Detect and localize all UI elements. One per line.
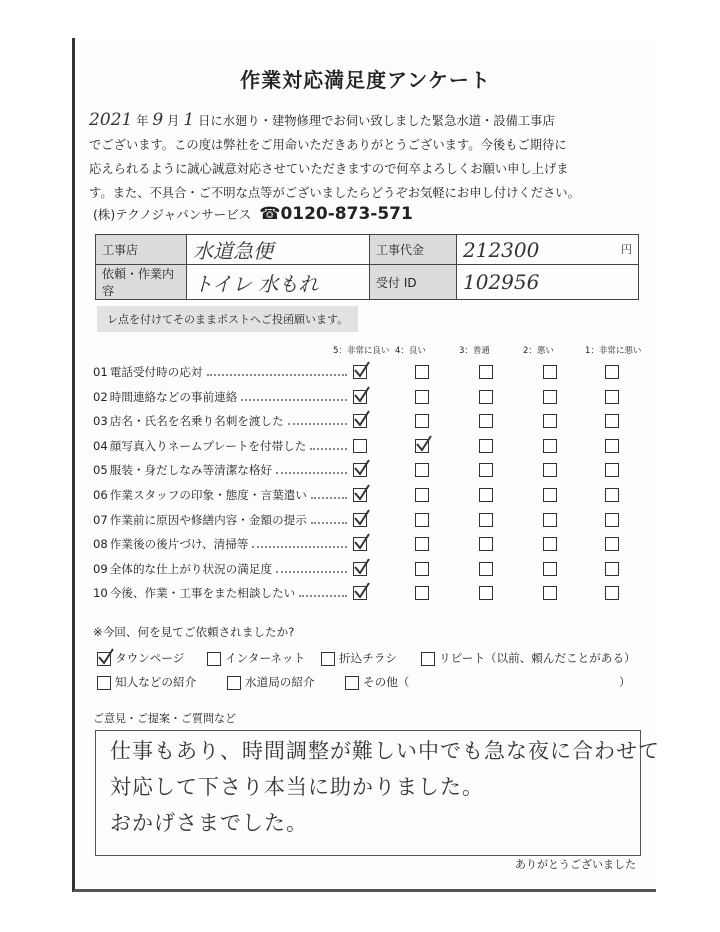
rating-checkbox[interactable] (415, 463, 429, 477)
rating-checkbox[interactable] (479, 586, 493, 600)
question-label (93, 512, 307, 528)
rating-checkbox[interactable] (605, 463, 619, 477)
rating-checkbox[interactable] (353, 463, 367, 477)
rating-checkbox[interactable] (605, 537, 619, 551)
question-text: 今後、作業・工事をまた相談したい (109, 586, 296, 601)
question-number: 02 (93, 389, 108, 404)
rating-checkbox[interactable] (353, 537, 367, 551)
rating-checkbox[interactable] (353, 513, 367, 527)
intro-line-3: 応えられるように誠心誠意対応させていただきますので何卒よろしくお願い申し上げま (89, 162, 569, 176)
rating-checkbox[interactable] (415, 390, 429, 404)
question-text: 作業後の後片づけ、清掃等 (109, 537, 249, 552)
leader-dots (276, 571, 347, 573)
fee-cell (457, 235, 639, 265)
rating-checkbox[interactable] (415, 414, 429, 428)
work-value: トイレ 水もれ (187, 265, 370, 300)
question-label (93, 487, 307, 503)
referral-option[interactable] (207, 650, 305, 666)
rating-checkbox[interactable] (605, 488, 619, 502)
intro-line-2: でございます。この度は弊社をご用命いただきありがとうございます。今後もご期待に (89, 138, 567, 152)
rating-checkbox[interactable] (479, 365, 493, 379)
question-text: 全体的な仕上がり状況の満足度 (109, 561, 273, 576)
question-number: 04 (93, 438, 108, 453)
comments-box (95, 730, 660, 856)
question-label (93, 413, 284, 429)
leader-dots (252, 546, 347, 548)
rating-checkbox[interactable] (605, 562, 619, 576)
rating-checkbox[interactable] (605, 513, 619, 527)
rating-checkbox[interactable] (479, 488, 493, 502)
referral-checkbox[interactable] (97, 676, 111, 690)
referral-checkbox[interactable] (207, 652, 221, 666)
rating-checkbox[interactable] (479, 537, 493, 551)
question-number: 07 (93, 512, 108, 527)
referral-option-label: タウンページ (115, 651, 185, 665)
work-label: 依頼・作業内容 (96, 265, 187, 300)
rating-checkbox[interactable] (479, 562, 493, 576)
question-number: 03 (93, 414, 108, 429)
fee-unit: 円 (621, 243, 632, 256)
instruction-banner: レ点を付けてそのままポストへご投函願います。 (97, 306, 358, 332)
year-suffix: 年 (136, 114, 149, 128)
company-phone (259, 204, 413, 224)
rating-checkbox[interactable] (415, 586, 429, 600)
question-number: 08 (93, 537, 108, 552)
job-info-table (95, 234, 639, 300)
referral-option-label: その他（ (363, 675, 410, 689)
question-text: 電話受付時の応対 (109, 365, 203, 379)
referral-checkbox[interactable] (321, 652, 335, 666)
rating-header: 3：普通 (459, 346, 490, 356)
rating-checkbox[interactable] (605, 439, 619, 453)
rating-checkbox[interactable] (543, 513, 557, 527)
question-label (93, 561, 272, 577)
store-value: 水道急便 (187, 235, 370, 265)
rating-checkbox[interactable] (543, 463, 557, 477)
rating-checkbox[interactable] (479, 513, 493, 527)
rating-checkbox[interactable] (543, 414, 557, 428)
question-label (93, 438, 306, 454)
comment-line-2: 対応して下さり本当に助かりました。 (110, 775, 484, 799)
handwritten-day: 1 (183, 110, 195, 130)
leader-dots (288, 423, 347, 425)
rating-header: 4：良い (395, 346, 426, 356)
question-text: 店名・氏名を名乗り名刺を渡した (109, 414, 284, 429)
rating-checkbox[interactable] (543, 586, 557, 600)
question-number: 06 (93, 488, 108, 502)
question-label (93, 389, 237, 405)
rating-checkbox[interactable] (415, 439, 429, 453)
referral-option[interactable] (97, 650, 184, 666)
handwritten-month: 9 (152, 110, 164, 130)
question-label (93, 585, 295, 601)
rating-checkbox[interactable] (605, 390, 619, 404)
question-label (93, 462, 272, 478)
rating-checkbox[interactable] (479, 390, 493, 404)
rating-checkbox[interactable] (543, 488, 557, 502)
question-text: 顔写真入りネームプレートを付帯した (109, 438, 307, 453)
rating-checkbox[interactable] (479, 463, 493, 477)
other-close-paren: ） (619, 675, 631, 689)
id-label: 受付 ID (370, 265, 457, 300)
referral-question: ※今回、何を見てご依頼されましたか? (93, 625, 295, 639)
question-number: 09 (93, 561, 108, 576)
rating-checkbox[interactable] (353, 562, 367, 576)
question-text: 服装・身だしなみ等清潔な格好 (109, 463, 273, 478)
rating-checkbox[interactable] (543, 390, 557, 404)
rating-checkbox[interactable] (415, 562, 429, 576)
leader-dots (299, 595, 347, 597)
rating-checkbox[interactable] (605, 365, 619, 379)
fee-value: 212300 (463, 237, 540, 262)
referral-option[interactable] (97, 674, 196, 690)
referral-option-label: リピート（以前、頼んだことがある） (439, 651, 636, 665)
rating-checkbox[interactable] (415, 488, 429, 502)
rating-checkbox[interactable] (415, 537, 429, 551)
question-text: 作業前に原因や修繕内容・金額の提示 (109, 512, 307, 527)
intro-line-1: 日に水廻り・建物修理でお伺い致しました緊急水道・設備工事店 (198, 114, 555, 128)
company-name: (株)テクノジャパンサービス (93, 207, 252, 222)
rating-checkbox[interactable] (353, 365, 367, 379)
question-number: 05 (93, 463, 108, 478)
rating-checkbox[interactable] (543, 439, 557, 453)
leader-dots (276, 472, 347, 474)
referral-option[interactable] (227, 674, 315, 690)
handwritten-year: 2021 (89, 110, 133, 130)
comment-line-1: 仕事もあり、時間調整が難しい中でも急な夜に合わせて (110, 739, 660, 763)
id-value: 102956 (457, 265, 639, 300)
referral-checkbox[interactable] (227, 676, 241, 690)
rating-checkbox[interactable] (353, 390, 367, 404)
referral-checkbox[interactable] (97, 652, 111, 666)
phone-icon: ☎ (259, 204, 281, 224)
rating-checkbox[interactable] (479, 439, 493, 453)
thanks-text: ありがとうございました (515, 858, 636, 871)
leader-dots (207, 374, 347, 376)
rating-checkbox[interactable] (605, 586, 619, 600)
referral-checkbox[interactable] (421, 652, 435, 666)
store-label: 工事店 (96, 235, 187, 265)
question-text: 時間連絡などの事前連絡 (109, 389, 238, 404)
survey-title: 作業対応満足度アンケート (240, 68, 491, 92)
rating-checkbox[interactable] (543, 562, 557, 576)
comments-label: ご意見・ご提案・ご質問など (93, 712, 236, 725)
rating-checkbox[interactable] (605, 414, 619, 428)
leader-dots (311, 522, 347, 524)
referral-checkbox[interactable] (345, 676, 359, 690)
month-suffix: 月 (167, 114, 180, 128)
question-label (93, 536, 248, 552)
rating-header: 5：非常に良い (333, 346, 390, 356)
rating-checkbox[interactable] (415, 513, 429, 527)
rating-checkbox[interactable] (543, 537, 557, 551)
referral-option-label: 水道局の紹介 (245, 675, 315, 689)
leader-dots (241, 399, 347, 401)
phone-number: 0120-873-571 (280, 204, 413, 224)
referral-option-label: 知人などの紹介 (115, 675, 197, 689)
rating-checkbox[interactable] (353, 586, 367, 600)
company-line (93, 204, 413, 224)
rating-header: 2：悪い (523, 346, 554, 356)
intro-paragraph (89, 108, 649, 205)
comment-line-3: おかげさまでした。 (110, 811, 308, 835)
rating-checkbox[interactable] (479, 414, 493, 428)
rating-header: 1：非常に悪い (585, 346, 642, 356)
rating-checkbox[interactable] (353, 414, 367, 428)
referral-option-label: インターネット (225, 651, 306, 665)
question-label (93, 364, 203, 380)
rating-checkbox[interactable] (353, 439, 367, 453)
leader-dots (311, 497, 347, 499)
rating-checkbox[interactable] (353, 488, 367, 502)
rating-checkbox[interactable] (415, 365, 429, 379)
referral-option-label: 折込チラシ (339, 651, 397, 665)
intro-line-4: す。また、不具合・ご不明な点等がございましたらどうぞお気軽にお申し付けください。 (89, 186, 580, 200)
referral-option[interactable] (421, 650, 636, 666)
leader-dots (310, 448, 347, 450)
question-number: 01 (93, 365, 108, 379)
referral-option[interactable] (321, 650, 397, 666)
survey-sheet (72, 38, 660, 892)
fee-label: 工事代金 (370, 235, 457, 265)
referral-option[interactable] (345, 674, 409, 690)
question-number: 10 (93, 586, 108, 601)
rating-checkbox[interactable] (543, 365, 557, 379)
question-text: 作業スタッフの印象・態度・言葉遣い (109, 488, 307, 502)
